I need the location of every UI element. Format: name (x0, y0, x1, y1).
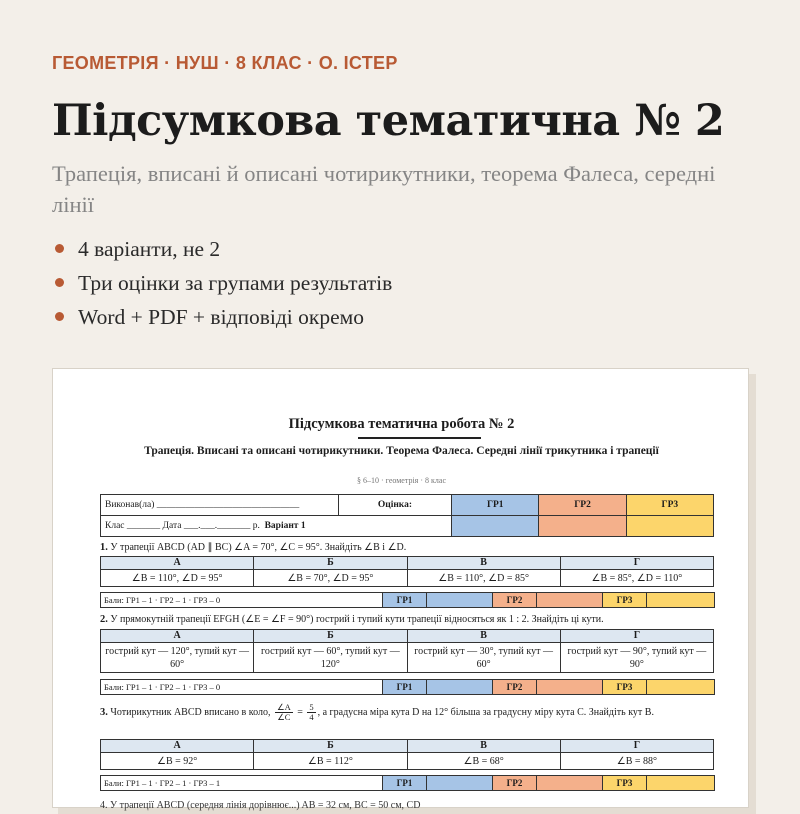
doc-subtitle: Трапеція. Вписані та описані чотирикутники. Теорема Фалеса. Середні лінії трикутника і трапеції (144, 445, 659, 457)
feature-item: Word + PDF + відповіді окремо (54, 300, 392, 334)
question-3: 3. Чотирикутник ABCD вписано в коло, $\frac{\angle A}{\angle C}$ = $\frac{5}{4}$ , а градусна міра кута D на 12° більша за градусну міру кута C. Знайдіть кут B. (100, 702, 654, 722)
answer-option[interactable]: ∠B = 110°, ∠D = 95° (101, 570, 254, 587)
kicker: ГЕОМЕТРІЯ · НУШ · 8 КЛАС · О. ІСТЕР (52, 53, 398, 73)
question-4-partial: 4. У трапеції ABCD (середня лінія дорівнює...) AB = 32 см, BC = 50 см, CD (100, 800, 421, 811)
grade-label: Оцінка: (338, 495, 451, 516)
score-text: Бали: ГР1 – 1 · ГР2 – 1 · ГР3 – 0 (101, 593, 383, 608)
variant-label: Варіант 1 (264, 521, 306, 531)
answer-option[interactable]: ∠B = 88° (560, 753, 713, 770)
bullet-dot-icon (55, 278, 64, 287)
name-field: Виконав(ла) ______________________________ (101, 495, 339, 516)
answer-option[interactable]: гострий кут — 90°, тупий кут — 90° (560, 643, 713, 673)
question-3-score: Бали: ГР1 – 1 · ГР2 – 1 · ГР3 – 1 ГР1 ГР2 ГР3 (100, 775, 715, 791)
score-text: Бали: ГР1 – 1 · ГР2 – 1 · ГР3 – 0 (101, 680, 383, 695)
feature-item: 4 варіанти, не 2 (54, 232, 392, 266)
question-2: 2. У прямокутній трапеції EFGH (∠E = ∠F = 90°) гострий і тупий кути трапеції відносяться як 1 : 2. Знайдіть ці кути. (100, 614, 604, 625)
answer-option[interactable]: ∠B = 110°, ∠D = 85° (407, 570, 560, 587)
group-3-header: ГР3 (626, 495, 713, 516)
question-1: 1. У трапеції ABCD (AD ∥ BC) ∠A = 70°, ∠C = 95°. Знайдіть ∠B і ∠D. (100, 542, 407, 553)
question-1-options: А Б В Г ∠B = 110°, ∠D = 95° ∠B = 70°, ∠D = 95° ∠B = 110°, ∠D = 85° ∠B = 85°, ∠D = 110° (100, 556, 714, 587)
score-text: Бали: ГР1 – 1 · ГР2 – 1 · ГР3 – 1 (101, 776, 383, 791)
ratio-value-fraction: $\frac{5}{4}$ (309, 702, 314, 722)
page-subtitle: Трапеція, вписані й описані чотирикутники, теорема Фалеса, середні лінії (52, 161, 716, 217)
group-2-header: ГР2 (539, 495, 626, 516)
page-title: Підсумкова тематична № 2 (52, 96, 725, 146)
question-2-score: Бали: ГР1 – 1 · ГР2 – 1 · ГР3 – 0 ГР1 ГР2 ГР3 (100, 679, 715, 695)
answer-option[interactable]: гострий кут — 30°, тупий кут — 60° (407, 643, 560, 673)
answer-option[interactable]: гострий кут — 60°, тупий кут — 120° (254, 643, 407, 673)
class-date-field: Клас _______ Дата ___.___._______ р. Варіант 1 (101, 516, 452, 537)
group-3-grade-cell (626, 516, 713, 537)
bullet-dot-icon (55, 244, 64, 253)
answer-option[interactable]: ∠B = 68° (407, 753, 560, 770)
doc-meta: § 6–10 · геометрія · 8 клас (357, 476, 446, 485)
student-info-table (100, 494, 714, 537)
group-2-grade-cell (539, 516, 626, 537)
doc-title-underline (358, 437, 481, 439)
angle-ratio-fraction: $\frac{\angle A}{\angle C}$ (276, 702, 291, 722)
question-1-score: Бали: ГР1 – 1 · ГР2 – 1 · ГР3 – 0 ГР1 ГР2 ГР3 (100, 592, 715, 608)
question-3-options: А Б В Г ∠B = 92° ∠B = 112° ∠B = 68° ∠B = 88° (100, 739, 714, 770)
group-1-header: ГР1 (452, 495, 539, 516)
document-preview (52, 368, 749, 811)
doc-title: Підсумкова тематична робота № 2 (288, 416, 515, 432)
group-1-grade-cell (452, 516, 539, 537)
question-2-options: А Б В Г гострий кут — 120°, тупий кут — 60° гострий кут — 60°, тупий кут — 120° гострий кут — 30°, тупий кут — 60° гострий кут — 90°, тупий кут — 90° (100, 629, 714, 673)
answer-option[interactable]: гострий кут — 120°, тупий кут — 60° (101, 643, 254, 673)
answer-option[interactable]: ∠B = 92° (101, 753, 254, 770)
answer-option[interactable]: ∠B = 85°, ∠D = 110° (560, 570, 713, 587)
bullet-dot-icon (55, 312, 64, 321)
answer-option[interactable]: ∠B = 70°, ∠D = 95° (254, 570, 407, 587)
feature-item: Три оцінки за групами результатів (54, 266, 392, 300)
feature-list (54, 232, 392, 334)
answer-option[interactable]: ∠B = 112° (254, 753, 407, 770)
